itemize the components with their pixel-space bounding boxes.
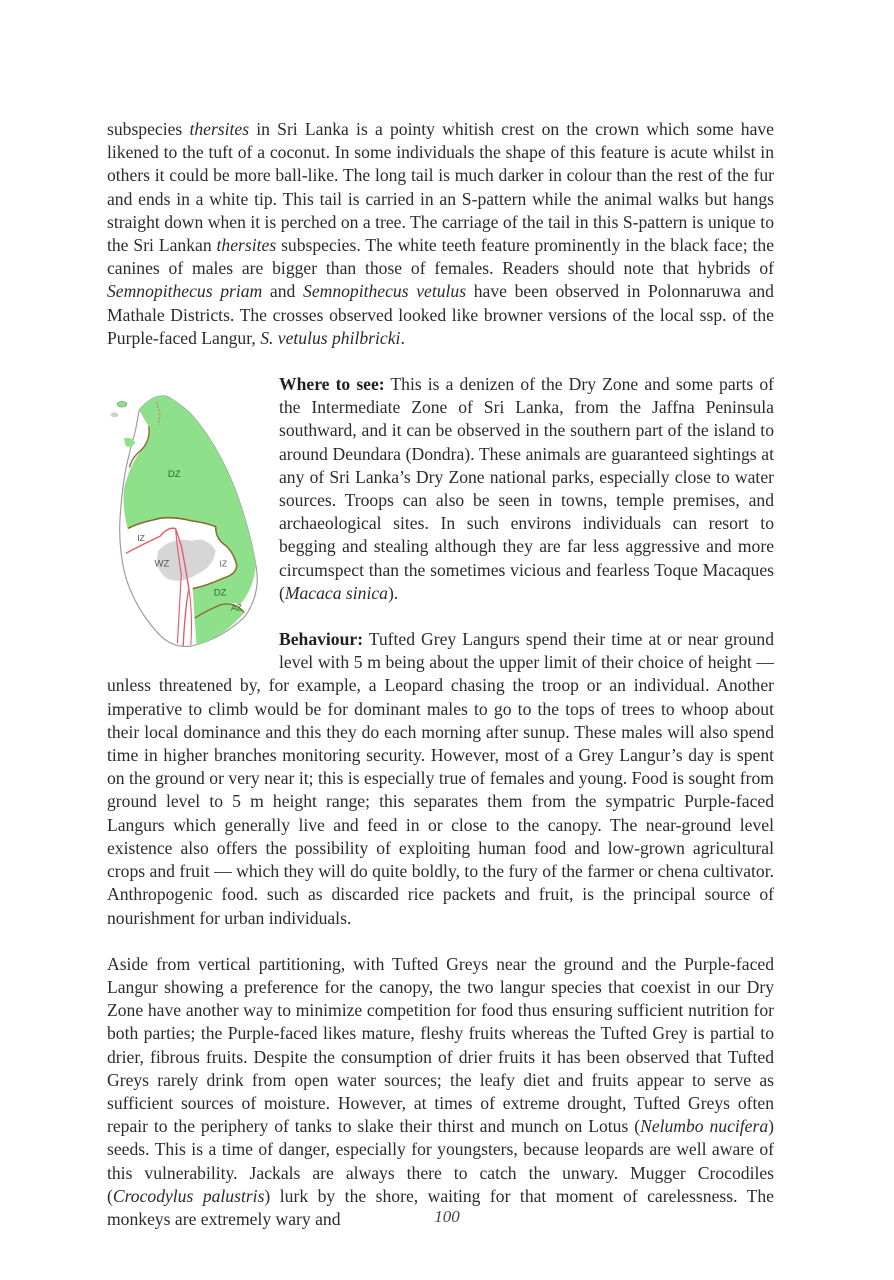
species-name: Semnopithecus priam xyxy=(107,281,263,302)
text-run: subspecies xyxy=(107,119,190,139)
species-name: thersites xyxy=(189,119,250,139)
intro-paragraph xyxy=(107,118,774,350)
paragraph-gap xyxy=(107,350,774,373)
map-illustration xyxy=(101,377,273,657)
species-name: Semnopithecus vetulus xyxy=(303,281,467,302)
map-label-iz-west: IZ xyxy=(137,532,145,543)
text-run: have been observed in Polonnaruwa and Mathale Districts. The crosses observed looked like browner versions of the local ssp. of the Purple-faced Langur, xyxy=(107,281,774,348)
species-name: thersites xyxy=(216,235,277,256)
map-label-iz-east: IZ xyxy=(219,558,228,569)
text-run: ) seeds. This is a time of danger, especially for youngsters, because leopards are well aware of this vulnerability. Jackals are always there to catch the unwary. Mugger Crocodiles ( xyxy=(107,1116,774,1206)
behaviour-paragraph xyxy=(107,628,774,930)
paragraph-gap xyxy=(107,930,774,953)
sri-lanka-zone-map xyxy=(101,377,273,657)
map-label-dz-south: DZ xyxy=(213,587,227,599)
text-run: and xyxy=(262,281,304,302)
behaviour-heading: Behaviour: xyxy=(279,629,364,650)
map-label-dz-north: DZ xyxy=(167,468,181,480)
text-run: Aside from vertical partitioning, with Tufted Greys near the ground and the Purple-faced Langur showing a preference for the canopy, the two langur species that coexist in our Dry Zone have another way to minimize competition for food thus ensuring sufficient nutrition for both parties; the Purple-faced likes mature, fleshy fruits whereas the Tufted Grey is partial to drier, fibrous fruits. Despite the consumption of drier fruits it has been observed that Tufted Greys rarely drink from open water sources; the leafy diet and fruits appear to serve as sufficient sources of moisture. However, at times of extreme drought, Tufted Greys often repair to the periphery of tanks to slake their thirst and munch on Lotus ( xyxy=(107,953,774,1137)
text-run: Tufted Grey Langurs spend their time at or near ground level with 5 m being about the upper limit of their choice of height — unless threatened by, for example, a Leopard chasing the troop or an individual. Another imperative to climb would be for dominant males to go to the tops of trees to whoop about their local dominance and this they do each morning after sunup. These males will also spend time in higher branches monitoring security. However, most of a Grey Langur’s day is spent on the ground or very near it; this is especially true of females and young. Food is sought from ground level to 5 m height range; this separates them from the sympatric Purple-faced Langurs which generally live and feed in or close to the canopy. The near-ground level existence also offers the possibility of exploiting human food and low-grown agricultural crops and fruit — which they will do quite boldly, to the fury of the farmer or chena cultivator. Anthropogenic food. such as discarded rice packets and fruit, is the principal source of nourishment for urban individuals. xyxy=(107,629,774,928)
map-label-wz: WZ xyxy=(154,558,170,570)
text-run: ) lurk by the shore, waiting for that moment of carelessness. The monkeys are extremely wary and xyxy=(107,1185,774,1229)
map-and-text-section xyxy=(107,373,774,930)
where-to-see-heading: Where to see: xyxy=(279,374,385,395)
text-run: ). xyxy=(387,582,399,603)
page-number: 100 xyxy=(434,1207,460,1226)
species-name: Crocodylus palustris xyxy=(112,1185,265,1206)
text-run: in Sri Lanka is a pointy whitish crest on the crown which some have likened to the tuft of a coconut. In some individuals the shape of this feature is acute whilst in others it could be more ball-like. The long tail is much darker in colour than the rest of the fur and ends in a white tip. This tail is carried in an S-pattern while the animal walks but hangs straight down when it is perched on a tree. The carriage of the tail in this S-pattern is unique to the Sri Lankan xyxy=(107,119,774,256)
text-run: This is a denizen of the Dry Zone and some parts of the Intermediate Zone of Sri Lanka, from the Jaffna Peninsula southward, and it can be observed in the southern part of the island to around Deundara (Dondra). These animals are guaranteed sightings at any of Sri Lanka’s Dry Zone national parks, especially close to water sources. Troops can also be seen in towns, temple premises, and archaeological sites. In such environs individuals can resort to begging and stealing although they are far less aggressive and more circumspect than the sometimes vicious and fearless Toque Macaques ( xyxy=(279,374,774,603)
map-label-az: AZ xyxy=(230,602,242,613)
text-run: . xyxy=(400,327,405,348)
species-name: Nelumbo nucifera xyxy=(640,1116,769,1137)
species-name: Macaca sinica xyxy=(284,582,388,603)
text-run: subspecies. The white teeth feature prominently in the black face; the canines of males are bigger than those of females. Readers should note that hybrids of xyxy=(107,235,774,279)
species-name: S. vetulus philbricki xyxy=(260,327,401,348)
page-body xyxy=(107,118,774,1231)
partitioning-paragraph xyxy=(107,953,774,1231)
